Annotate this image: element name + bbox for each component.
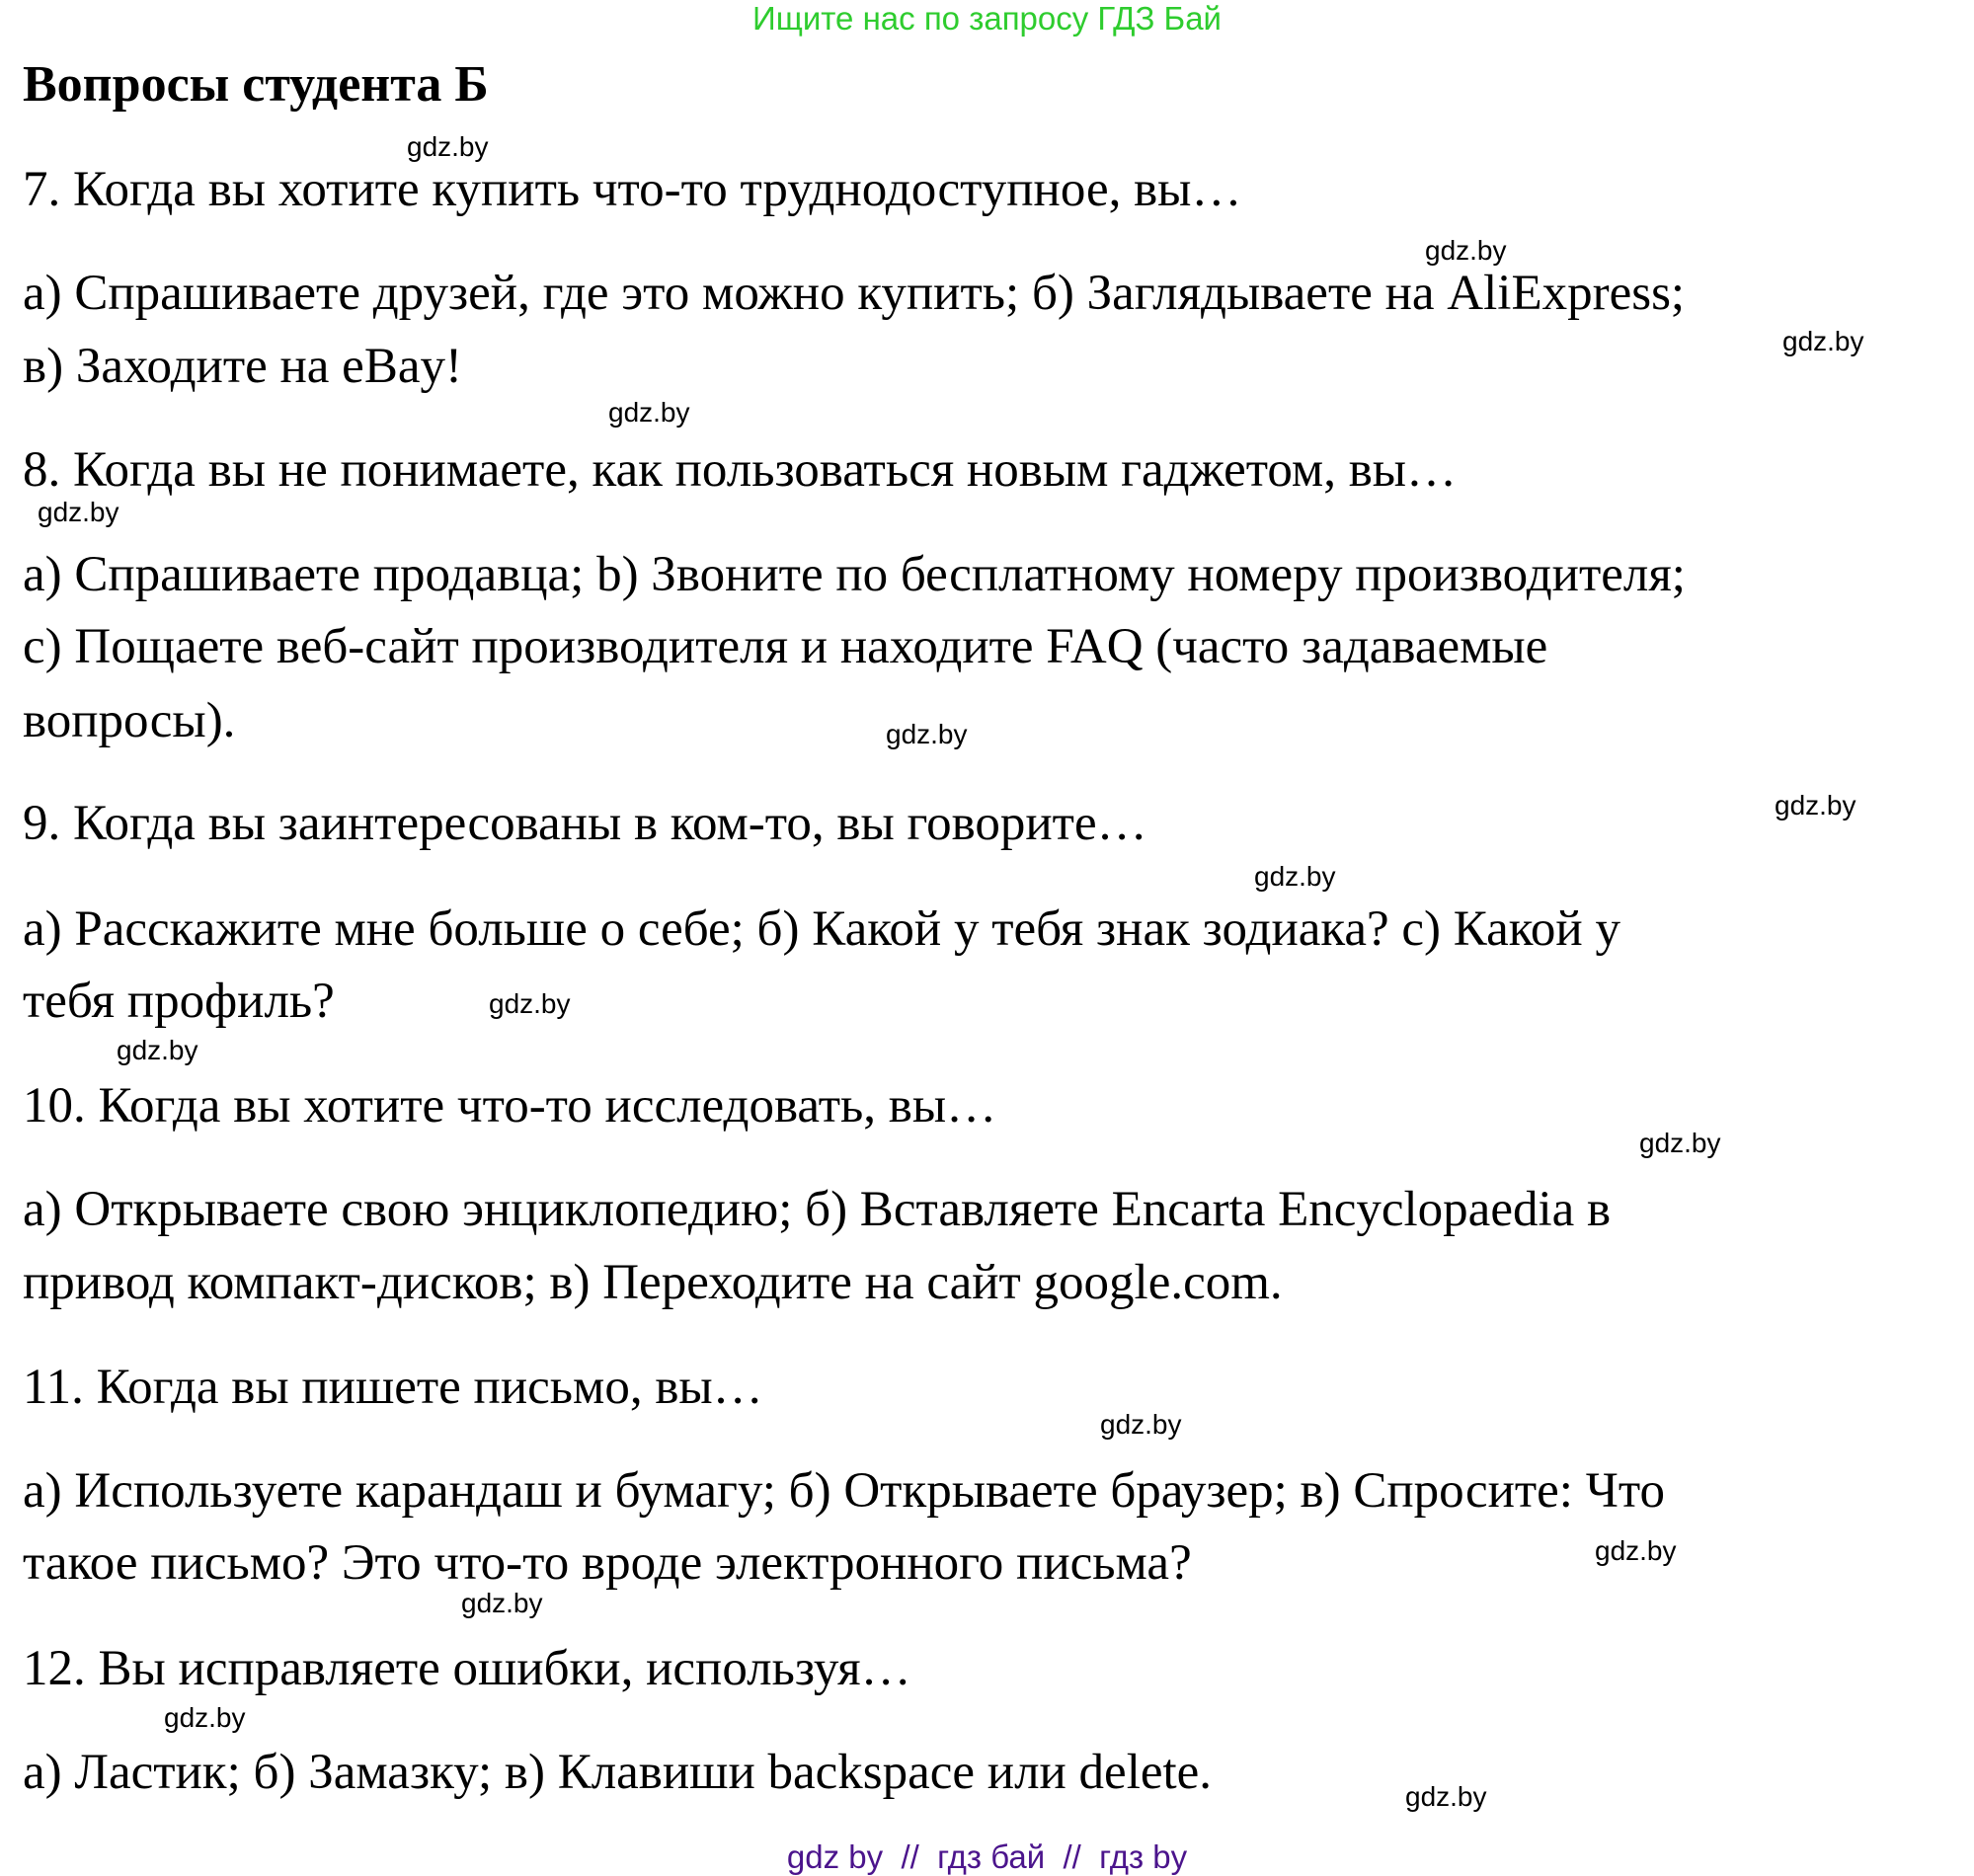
answer-line: привод компакт-дисков; в) Переходите на сайт google.com. xyxy=(23,1255,1283,1310)
watermark: gdz.by xyxy=(886,719,968,749)
question-11: 11. Когда вы пишете письмо, вы… xyxy=(23,1360,763,1415)
watermark: gdz.by xyxy=(1595,1535,1677,1566)
page-title: Вопросы студента Б xyxy=(23,56,489,113)
watermark: gdz.by xyxy=(117,1035,198,1065)
watermark: gdz.by xyxy=(1425,235,1507,266)
watermark: gdz.by xyxy=(608,397,690,428)
answer-line: а) Расскажите мне больше о себе; б) Какой у тебя знак зодиака? с) Какой у xyxy=(23,901,1620,957)
watermark: gdz.by xyxy=(1639,1128,1721,1158)
watermark: gdz.by xyxy=(489,988,571,1019)
question-7: 7. Когда вы хотите купить что-то труднодоступное, вы… xyxy=(23,162,1242,217)
watermark: gdz.by xyxy=(461,1588,543,1618)
answer-line: а) Используете карандаш и бумагу; б) Открываете браузер; в) Спросите: Что xyxy=(23,1463,1665,1519)
question-9: 9. Когда вы заинтересованы в ком-то, вы говорите… xyxy=(23,796,1147,851)
watermark: gdz.by xyxy=(1405,1781,1487,1812)
watermark: gdz.by xyxy=(164,1702,246,1733)
search-banner: Ищите нас по запросу ГДЗ Бай xyxy=(752,0,1222,37)
watermark: gdz.by xyxy=(1775,790,1856,821)
answer-line: а) Спрашиваете продавца; b) Звоните по бесплатному номеру производителя; xyxy=(23,547,1686,602)
footer-links: gdz by // гдз бай // гдз by xyxy=(786,1838,1188,1875)
watermark: gdz.by xyxy=(407,131,489,162)
answer-line: с) Пощаете веб-сайт производителя и находите FAQ (часто задаваемые xyxy=(23,619,1548,674)
answer-line: а) Открываете свою энциклопедию; б) Вставляете Encarta Encyclopaedia в xyxy=(23,1182,1612,1237)
watermark: gdz.by xyxy=(38,497,119,527)
watermark: gdz.by xyxy=(1782,326,1864,356)
answer-line: а) Спрашиваете друзей, где это можно купить; б) Заглядываете на AliExpress; xyxy=(23,266,1686,321)
answer-line: в) Заходите на eBay! xyxy=(23,339,462,394)
answer-line: а) Ластик; б) Замазку; в) Клавиши backspace или delete. xyxy=(23,1745,1213,1800)
answer-line: вопросы). xyxy=(23,693,236,748)
answer-line: такое письмо? Это что-то вроде электронного письма? xyxy=(23,1535,1192,1591)
question-12: 12. Вы исправляете ошибки, используя… xyxy=(23,1641,911,1696)
question-10: 10. Когда вы хотите что-то исследовать, вы… xyxy=(23,1078,997,1133)
watermark: gdz.by xyxy=(1100,1409,1182,1440)
watermark: gdz.by xyxy=(1254,861,1336,892)
question-8: 8. Когда вы не понимаете, как пользоваться новым гаджетом, вы… xyxy=(23,442,1458,498)
answer-line: тебя профиль? xyxy=(23,974,335,1029)
